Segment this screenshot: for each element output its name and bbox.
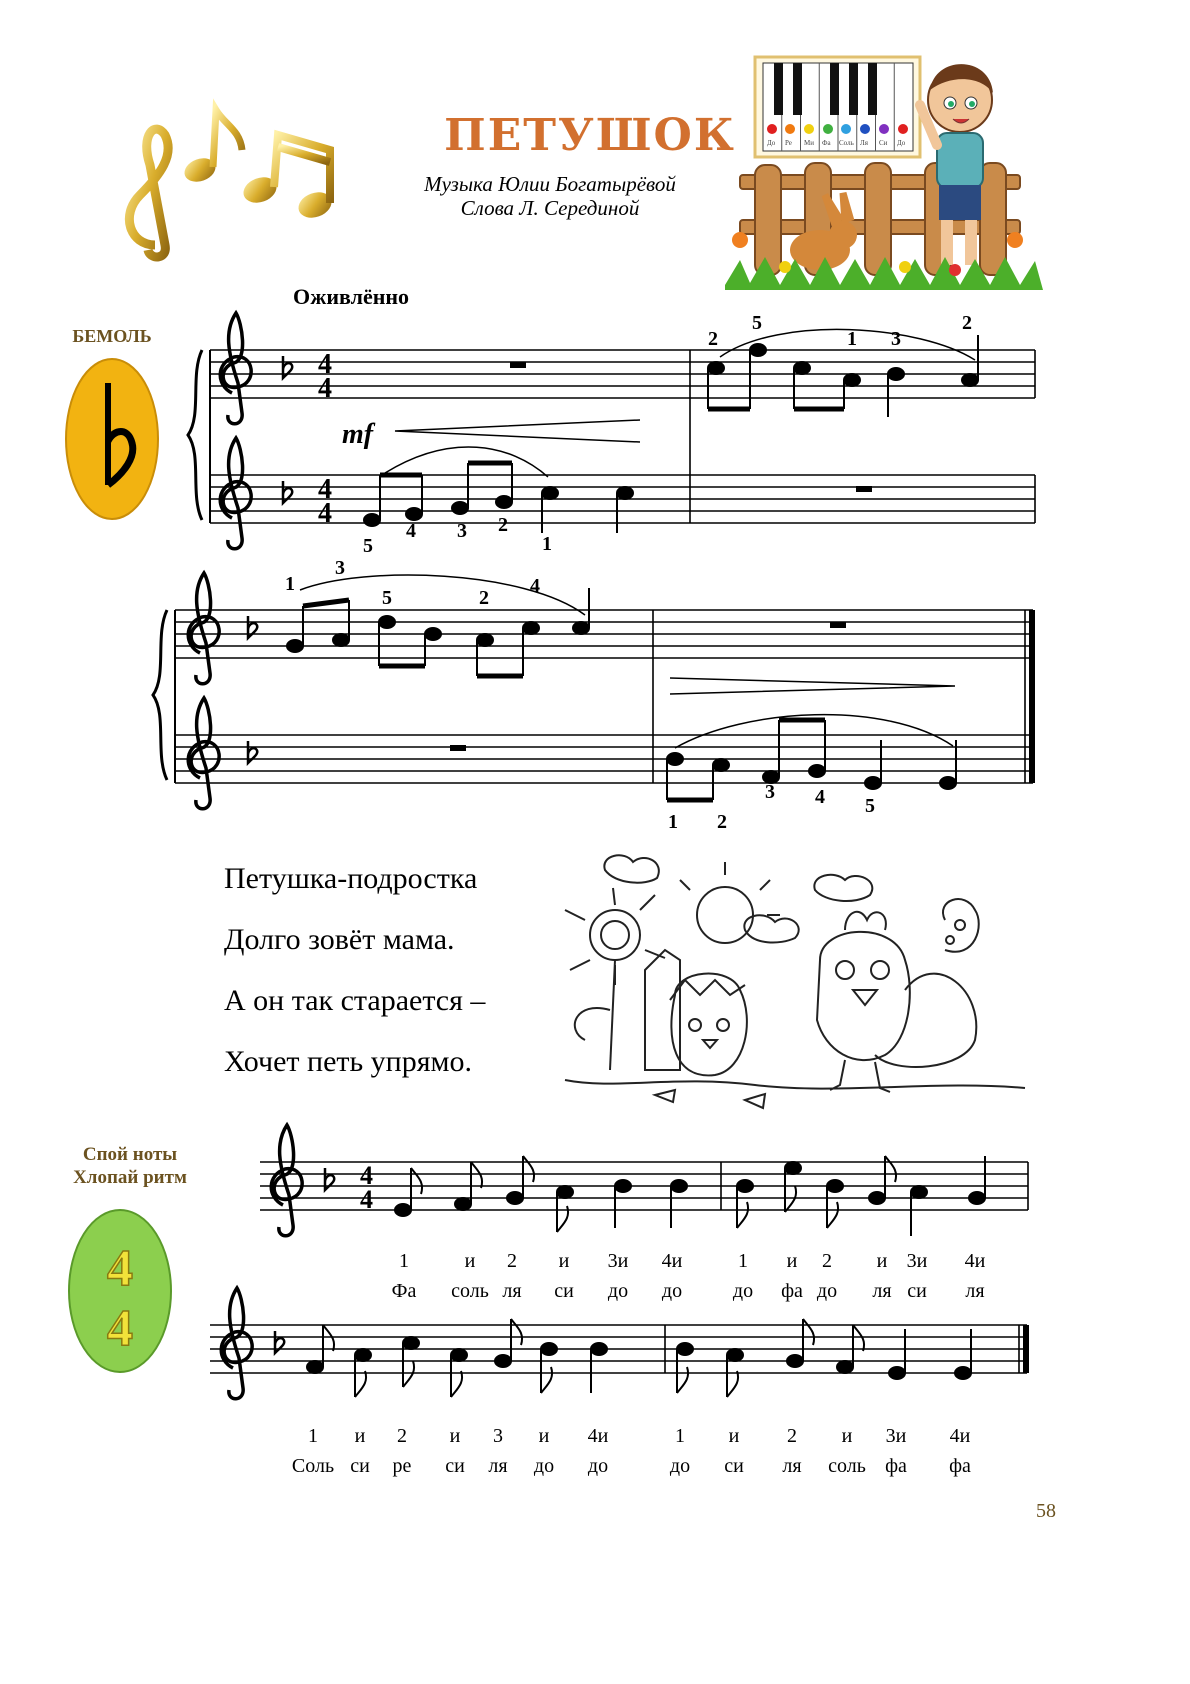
decrescendo-hairpin (395, 420, 640, 442)
lyric-line: Долго зовёт мама. (224, 923, 455, 956)
final-barline (1029, 610, 1035, 783)
beat-count: 4и (587, 1425, 609, 1447)
beat-count: 3 (493, 1425, 503, 1447)
beat-count: и (876, 1250, 888, 1272)
beat-count: 1 (399, 1250, 409, 1272)
treble-clef-icon (220, 438, 251, 549)
note-name: до (607, 1280, 629, 1302)
boy-piano-illustration (725, 45, 1045, 300)
lyric-line: А он так старается – (224, 984, 486, 1017)
words-credit: Слова Л. Серединой (460, 196, 640, 220)
time-top: 4 (107, 1240, 133, 1297)
beat-count: 3и (906, 1250, 928, 1272)
beat-count: 2 (507, 1250, 517, 1272)
finger-number: 5 (363, 535, 373, 557)
flat-label: БЕМОЛЬ (72, 326, 152, 346)
music-credit: Музыка Юлии Богатырёвой (424, 172, 676, 196)
note-name: си (445, 1455, 465, 1477)
time-signature-badge (67, 1207, 173, 1375)
treble-clef-icon (188, 698, 219, 809)
svg-text:4: 4 (318, 474, 332, 505)
finger-number: 1 (285, 573, 295, 595)
note-name: ля (965, 1280, 985, 1302)
beat-count: 3и (607, 1250, 629, 1272)
finger-number: 3 (335, 557, 345, 579)
finger-number: 2 (717, 811, 727, 833)
finger-number: 4 (530, 575, 540, 597)
finger-number: 2 (498, 514, 508, 536)
finger-number: 1 (542, 533, 552, 555)
note-name: до (669, 1455, 691, 1477)
page-number: 58 (1036, 1500, 1056, 1522)
beat-count: и (728, 1425, 740, 1447)
dynamic-marking: mf (342, 419, 374, 450)
finger-number: 2 (962, 312, 972, 334)
exercise-staff-1 (255, 1140, 1035, 1240)
finger-number: 5 (865, 795, 875, 817)
beat-count: 1 (308, 1425, 318, 1447)
treble-clef-icon (220, 313, 251, 424)
svg-text:4: 4 (318, 498, 332, 529)
beat-count: 1 (675, 1425, 685, 1447)
beat-count: 1 (738, 1250, 748, 1272)
treble-clef-icon (188, 573, 219, 684)
note-name: до (816, 1280, 838, 1302)
note-name: фа (885, 1455, 907, 1477)
svg-text:4: 4 (318, 373, 332, 404)
note-name: до (732, 1280, 754, 1302)
key-label: Ми (804, 139, 814, 147)
svg-text:4: 4 (318, 349, 332, 380)
finger-number: 4 (815, 786, 825, 808)
exercise-row-1-text (380, 1245, 1020, 1305)
note-name: ре (392, 1455, 412, 1477)
beat-count: 2 (397, 1425, 407, 1447)
beat-count: 4и (661, 1250, 683, 1272)
final-barline (1023, 1325, 1029, 1373)
beat-count: 4и (964, 1250, 986, 1272)
beat-count: и (354, 1425, 366, 1447)
note-name: до (661, 1280, 683, 1302)
note-name: си (907, 1280, 927, 1302)
whole-rest-icon (450, 745, 466, 751)
beat-count: и (558, 1250, 570, 1272)
note-name: си (724, 1455, 744, 1477)
exercise-staff-2 (205, 1305, 1035, 1415)
beat-count: 2 (787, 1425, 797, 1447)
finger-number: 3 (891, 328, 901, 350)
beat-count: 3и (885, 1425, 907, 1447)
beat-count: и (464, 1250, 476, 1272)
key-label: Си (879, 139, 888, 147)
finger-number: 3 (457, 520, 467, 542)
svg-text:4: 4 (360, 1185, 373, 1214)
beat-count: 4и (949, 1425, 971, 1447)
key-label: До (767, 139, 776, 147)
note-name: си (350, 1455, 370, 1477)
decrescendo-hairpin (670, 678, 955, 694)
beat-count: и (538, 1425, 550, 1447)
lyric-line: Хочет петь упрямо. (224, 1045, 473, 1078)
time-signature (360, 1161, 373, 1214)
golden-notes-icon (100, 95, 350, 265)
finger-number: 3 (765, 781, 775, 803)
finger-number: 5 (752, 312, 762, 334)
finger-number: 1 (847, 328, 857, 350)
whole-rest-icon (830, 622, 846, 628)
finger-number: 4 (406, 520, 416, 542)
whole-rest-icon (510, 362, 526, 368)
note-name: до (587, 1455, 609, 1477)
music-system-2 (145, 557, 1050, 833)
key-label: Ля (860, 139, 868, 147)
time-bottom: 4 (107, 1300, 133, 1357)
music-system-1 (180, 305, 1050, 565)
flat-badge (64, 355, 160, 523)
beat-count: и (786, 1250, 798, 1272)
note-name: фа (781, 1280, 803, 1302)
beat-count: 2 (822, 1250, 832, 1272)
key-label: Фа (822, 139, 831, 147)
finger-number: 5 (382, 587, 392, 609)
finger-number: 2 (479, 587, 489, 609)
treble-clef-icon (271, 1125, 302, 1236)
tempo-marking: Оживлённо (293, 284, 410, 309)
song-title: ПЕТУШОК (444, 110, 736, 161)
note-name: си (554, 1280, 574, 1302)
note-name: Фа (391, 1280, 417, 1302)
chicks-coloring-illustration (555, 850, 1030, 1120)
note-name: ля (872, 1280, 892, 1302)
exercise-row-2-text (270, 1420, 1000, 1480)
key-label: До (897, 139, 906, 147)
note-name: Соль (291, 1455, 335, 1477)
whole-rest-icon (856, 486, 872, 492)
finger-number: 2 (708, 328, 718, 350)
finger-number: 1 (668, 811, 678, 833)
key-label: Ре (785, 139, 792, 147)
note-name: ля (502, 1280, 522, 1302)
treble-clef-icon (221, 1288, 252, 1399)
lyric-line: Петушка-подростка (224, 862, 478, 895)
note-name: фа (949, 1455, 971, 1477)
instruction-sing: Спой ноты (82, 1144, 178, 1165)
time-signature (318, 349, 332, 529)
svg-text:4: 4 (360, 1161, 373, 1190)
note-name: соль (451, 1280, 489, 1302)
note-name: ля (782, 1455, 802, 1477)
note-name: соль (828, 1455, 866, 1477)
note-name: ля (488, 1455, 508, 1477)
note-name: до (533, 1455, 555, 1477)
beat-count: и (449, 1425, 461, 1447)
instruction-clap: Хлопай ритм (73, 1167, 187, 1188)
beat-count: и (841, 1425, 853, 1447)
key-label: Соль (839, 139, 854, 147)
